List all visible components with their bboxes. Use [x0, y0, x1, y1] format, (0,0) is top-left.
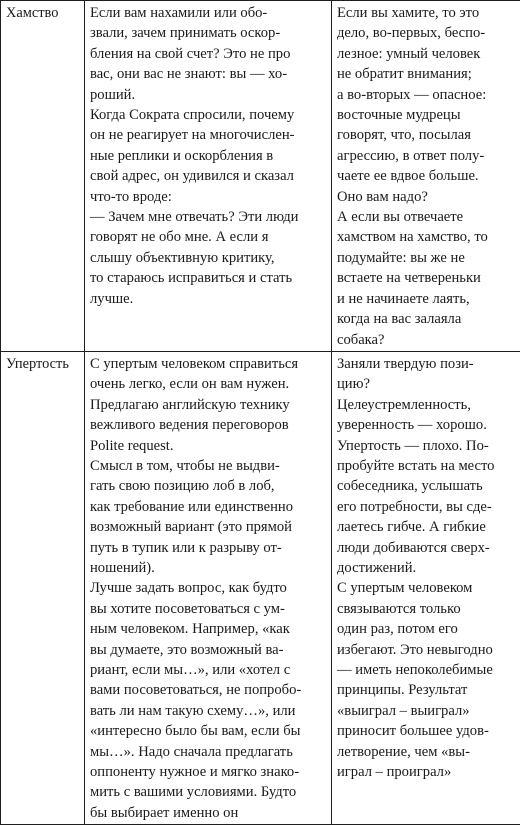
- text-line: «выиграл – выиграл»: [337, 703, 470, 719]
- text-line: собеседника, услышать: [337, 478, 483, 494]
- text-line: избегают. Это невыгодно: [337, 642, 493, 658]
- text-line: не обратит внимания;: [337, 66, 472, 82]
- text-line: ношений).: [90, 560, 155, 576]
- text-line: один раз, потом его: [337, 621, 458, 637]
- text-line: — Зачем мне отвечать? Эти люди: [90, 209, 298, 225]
- text-line: — иметь непоколебимые: [337, 662, 493, 678]
- paragraph: [337, 85, 516, 207]
- paragraph: [337, 354, 516, 395]
- text-line: риант, если мы…», или «хотел с: [90, 662, 290, 678]
- paragraph: [90, 3, 327, 105]
- text-line: Если вам нахамили или обо-: [90, 5, 267, 21]
- text-line: приносит большее удов-: [337, 723, 489, 739]
- text-line: что-то вроде:: [90, 189, 172, 205]
- text-line: пробуйте встать на место: [337, 458, 494, 474]
- paragraph: [90, 354, 327, 456]
- text-line: связываются только: [337, 601, 461, 617]
- paragraph: [90, 456, 327, 578]
- text-line: восточные мудрецы: [337, 107, 461, 123]
- text-line: роший.: [90, 87, 135, 103]
- advice-cell: [85, 351, 332, 824]
- text-line: вас, они вас не знают: вы — хо-: [90, 66, 287, 82]
- text-line: звали, зачем принимать оскор-: [90, 25, 280, 41]
- advice-cell: [85, 1, 332, 352]
- paragraph: [337, 395, 516, 579]
- text-line: Если вы хамите, то это: [337, 5, 479, 21]
- text-line: говорят не обо мне. А если я: [90, 229, 268, 245]
- text-line: достижений.: [337, 560, 416, 576]
- term-label: Упертость: [6, 354, 80, 374]
- text-line: чаете ее вдвое больше.: [337, 168, 479, 184]
- text-line: принципы. Результат: [337, 682, 467, 698]
- text-line: лезное: умный человек: [337, 46, 480, 62]
- paragraph: [90, 105, 327, 207]
- text-line: С упертым человеком справиться: [90, 356, 298, 372]
- text-line: цию?: [337, 376, 370, 392]
- text-line: ным человеком. Например, «как: [90, 621, 290, 637]
- text-line: Целеустремленность,: [337, 397, 471, 413]
- text-line: мить с вашими условиями. Будто: [90, 784, 296, 800]
- table-row-rudeness: [1, 1, 520, 352]
- text-line: вами посоветоваться, не попробо-: [90, 682, 301, 698]
- term-cell: [1, 1, 85, 352]
- paragraph: [90, 207, 327, 309]
- text-line: возможный вариант (это прямой: [90, 519, 292, 535]
- text-line: Предлагаю английскую технику: [90, 397, 290, 413]
- text-line: подумайте: вы же не: [337, 250, 465, 266]
- text-line: очень легко, если он вам нужен.: [90, 376, 289, 392]
- text-line: когда на вас залаяла: [337, 311, 461, 327]
- text-line: мы…». Надо сначала предлагать: [90, 744, 293, 760]
- text-line: свой адрес, он удивился и сказал: [90, 168, 294, 184]
- paragraph: [337, 3, 516, 85]
- text-line: как требование или единственно: [90, 499, 293, 515]
- text-line: а во-вторых — опасное:: [337, 87, 486, 103]
- text-line: Оно вам надо?: [337, 189, 428, 205]
- text-line: он не реагирует на многочислен-: [90, 127, 295, 143]
- text-line: агрессию, в ответ полу-: [337, 148, 484, 164]
- text-line: бления на свой счет? Это не про: [90, 46, 290, 62]
- text-line: бы выбирает именно он: [90, 805, 238, 821]
- text-line: уверенность — хорошо.: [337, 417, 487, 433]
- comment-cell: [332, 1, 520, 352]
- text-line: то стараюсь исправиться и стать: [90, 270, 292, 286]
- text-line: вы думаете, это возможный ва-: [90, 642, 284, 658]
- text-line: Когда Сократа спросили, почему: [90, 107, 294, 123]
- term-label: Хамство: [6, 3, 80, 23]
- text-line: Упертость — плохо. По-: [337, 438, 489, 454]
- text-line: вежливого ведения переговоров: [90, 417, 289, 433]
- text-line: его потребности, вы сде-: [337, 499, 492, 515]
- text-line: хамством на хамство, то: [337, 229, 488, 245]
- text-line: Смысл в том, чтобы не выдви-: [90, 458, 280, 474]
- text-line: дело, во-первых, беспо-: [337, 25, 485, 41]
- text-line: собака?: [337, 332, 385, 348]
- text-line: говорят, что, посылая: [337, 127, 471, 143]
- text-line: А если вы отвечаете: [337, 209, 463, 225]
- paragraph: [337, 578, 516, 782]
- text-line: играл – проиграл»: [337, 764, 451, 780]
- text-line: гать свою позицию лоб в лоб,: [90, 478, 275, 494]
- text-line: люди добиваются сверх-: [337, 540, 490, 556]
- text-line: Лучше задать вопрос, как будто: [90, 580, 287, 596]
- text-line: лаетесь гибче. А гибкие: [337, 519, 486, 535]
- text-line: путь в тупик или к разрыву от-: [90, 540, 282, 556]
- text-line: вать ли нам такую схему…», или: [90, 703, 295, 719]
- text-line: летворение, чем «вы-: [337, 744, 470, 760]
- text-line: «интересно было бы вам, если бы: [90, 723, 300, 739]
- text-line: и не начинаете лаять,: [337, 291, 470, 307]
- term-cell: [1, 351, 85, 824]
- paragraph: [90, 578, 327, 823]
- text-line: вы хотите посоветоваться с ум-: [90, 601, 285, 617]
- paragraph: [337, 207, 516, 350]
- text-line: оппоненту нужное и мягко знако-: [90, 764, 299, 780]
- text-line: Polite request.: [90, 438, 174, 454]
- comment-cell: [332, 351, 520, 824]
- text-line: слышу объективную критику,: [90, 250, 275, 266]
- text-line: ные реплики и оскорбления в: [90, 148, 273, 164]
- text-line: Заняли твердую пози-: [337, 356, 474, 372]
- text-line: встаете на четвереньки: [337, 270, 481, 286]
- text-line: лучше.: [90, 291, 133, 307]
- table-row-stubbornness: [1, 351, 520, 824]
- text-line: С упертым человеком: [337, 580, 472, 596]
